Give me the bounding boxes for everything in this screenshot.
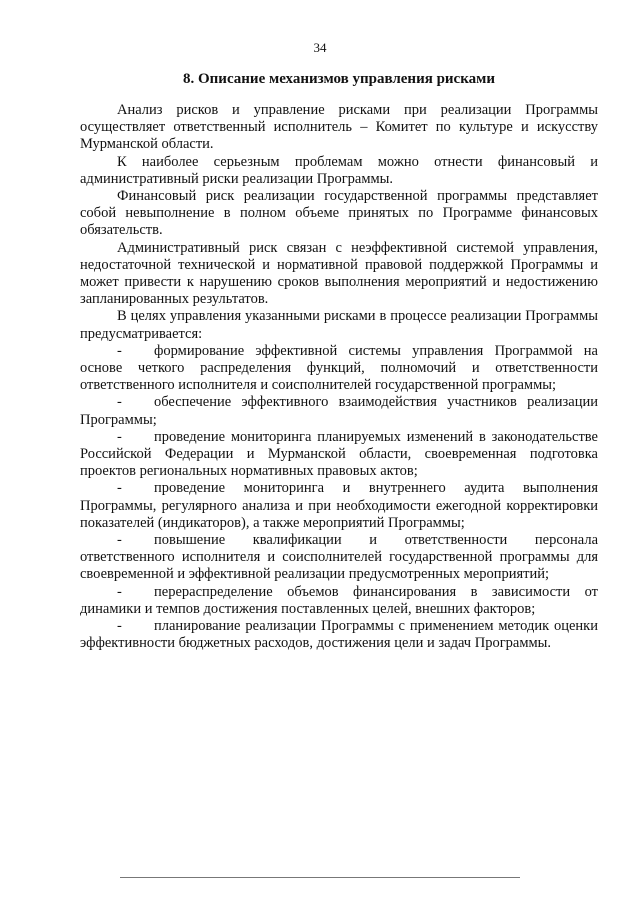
section-title: 8. Описание механизмов управления рисками: [183, 71, 495, 87]
list-item: [80, 480, 598, 532]
bullet-marker: -: [117, 428, 122, 445]
bullet-marker: -: [117, 342, 122, 359]
bullet-marker: -: [117, 618, 122, 635]
list-item: [80, 584, 598, 618]
list-item-text: проведение мониторинга и внутреннего аудита выполнения Программы, регулярного анализа и при необходимости ежегодной корректировки показателей (индикаторов), а также мероприятий Программы;: [80, 480, 598, 531]
document-body: [80, 102, 598, 653]
list-item-text: перераспределение объемов финансирования в зависимости от динамики и темпов достижения поставленных целей, внешних факторов;: [80, 583, 598, 617]
paragraph: Финансовый риск реализации государственной программы представляет собой невыполнение в полном объеме принятых по Программе финансовых обязательств.: [80, 188, 598, 239]
list-item-text: планирование реализации Программы с применением методик оценки эффективности бюджетных расходов, достижения цели и задач Программы.: [80, 618, 598, 652]
paragraph: В целях управления указанными рисками в процессе реализации Программы предусматривается:: [80, 308, 598, 342]
bullet-marker: -: [117, 480, 122, 497]
list-item: [80, 618, 598, 652]
footer-divider: [120, 877, 520, 878]
paragraph: Анализ рисков и управление рисками при реализации Программы осуществляет ответственный исполнитель – Комитет по культуре и искусству Мурманской области.: [80, 102, 598, 153]
list-item: [80, 343, 598, 395]
paragraph: Административный риск связан с неэффективной системой управления, недостаточной технической и нормативной правовой поддержкой Программы и может привести к нарушению сроков выполнения мероприятий и недостижению запланированных результатов.: [80, 239, 598, 308]
list-item-text: повышение квалификации и ответственности персонала ответственного исполнителя и соисполнителей государственной программы для своевременной и эффективной реализации предусмотренных мероприятий;: [80, 532, 598, 583]
bullet-marker: -: [117, 583, 122, 600]
paragraph: К наиболее серьезным проблемам можно отнести финансовый и административный риски реализации Программы.: [80, 153, 598, 187]
list-item-text: проведение мониторинга планируемых изменений в законодательстве Российской Федерации и Мурманской области, своевременная подготовка проектов региональных нормативных правовых актов;: [80, 428, 598, 480]
bullet-marker: -: [117, 532, 122, 549]
list-item: [80, 394, 598, 428]
list-item-text: формирование эффективной системы управления Программой на основе четкого распределения функций, полномочий и ответственности ответственного исполнителя и соисполнителей государственной программы;: [80, 342, 598, 394]
page-number: 34: [313, 40, 327, 55]
list-item-text: обеспечение эффективного взаимодействия участников реализации Программы;: [80, 394, 598, 428]
list-item: [80, 429, 598, 481]
list-item: [80, 532, 598, 584]
bullet-marker: -: [117, 394, 122, 411]
